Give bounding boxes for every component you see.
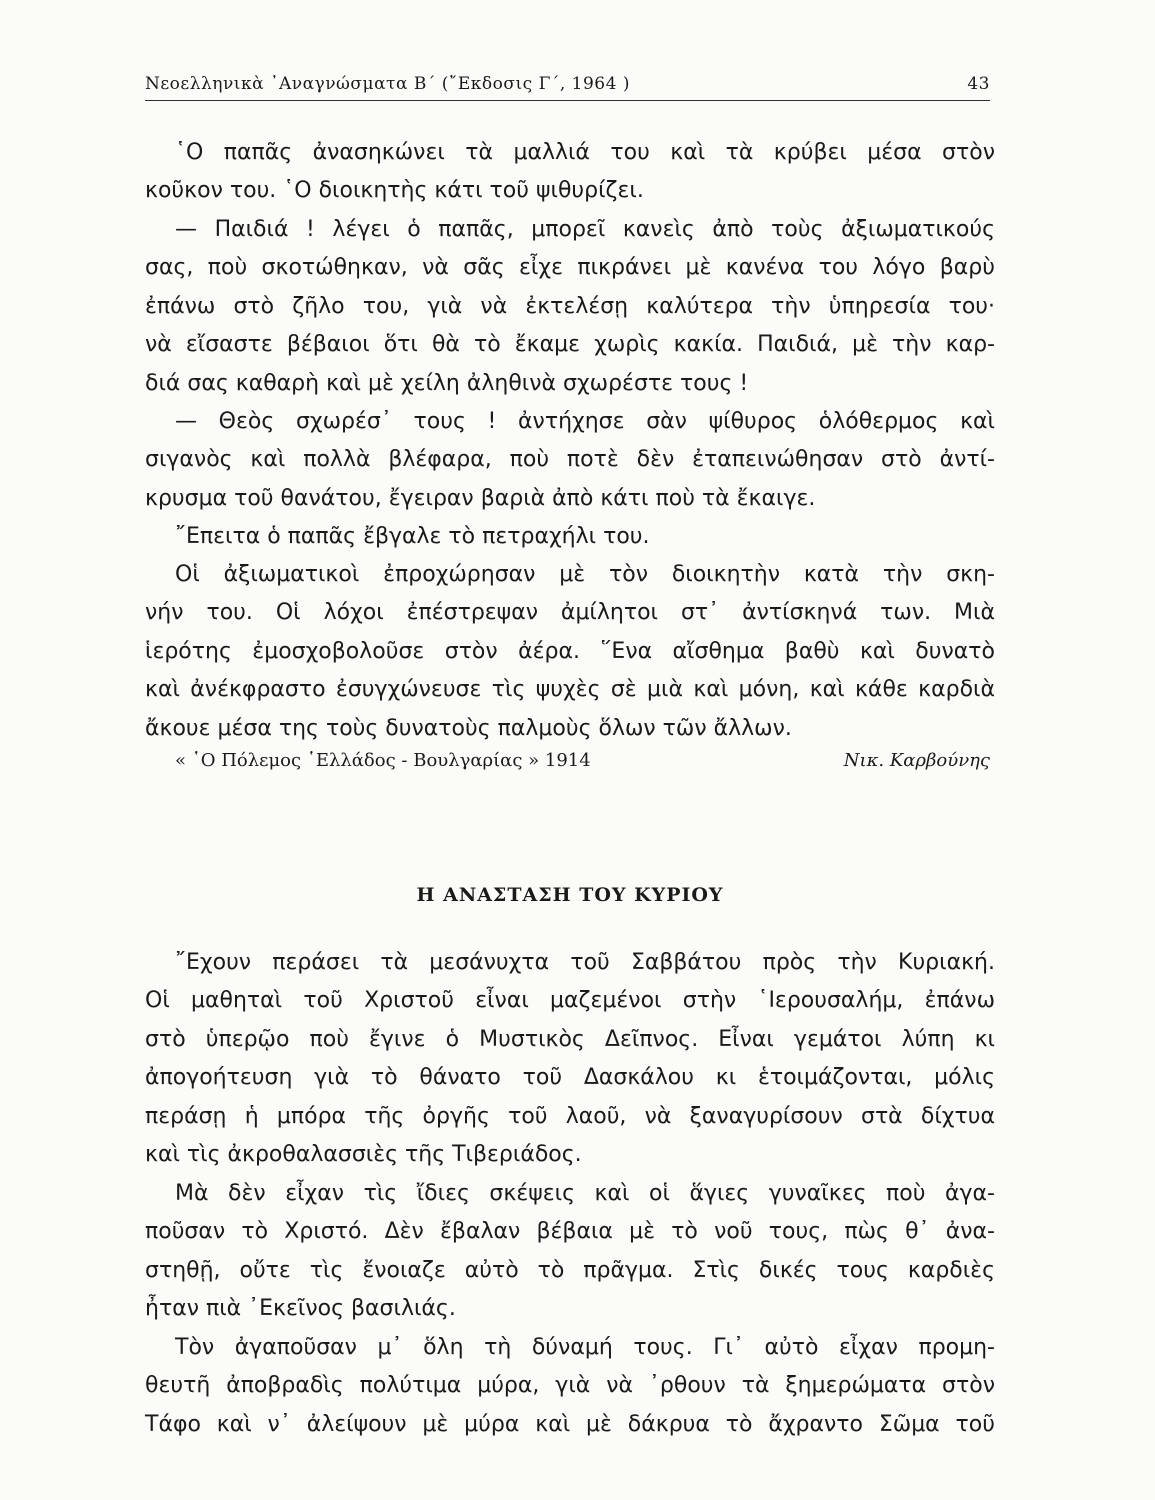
text-line: Τὸν ἀγαποῦσαν μ᾿ ὅλη τὴ δύναμή τους. Γι᾿ αὐτὸ εἶχαν προμη- [175, 1335, 995, 1360]
text-line: ἱερότης ἐμοσχοβολοῦσε στὸν ἀέρα. ῞Ενα αἴσθημα βαθὺ καὶ δυνατὸ [145, 638, 995, 664]
text-line: ῎Επειτα ὁ παπᾶς ἔβγαλε τὸ πετραχήλι του. [175, 524, 650, 549]
text-line: στὸ ὑπερῷο ποὺ ἔγινε ὁ Μυστικὸς Δεῖπνος. Εἶναι γεμάτοι λύπη κι [145, 1026, 995, 1052]
text-line: ῎Εχουν περάσει τὰ μεσάνυχτα τοῦ Σαββάτου πρὸς τὴν Κυριακή. [175, 950, 995, 975]
text-line: νὰ εἴσαστε βέβαιοι ὅτι θὰ τὸ ἔκαμε χωρὶς κακία. Παιδιά, μὲ τὴν καρ- [145, 332, 995, 358]
page-header [145, 66, 990, 101]
text-line: ἦταν πιὰ ᾿Εκεῖνος βασιλιάς. [145, 1296, 456, 1322]
passage2-paragraph-1 [145, 944, 995, 1174]
text-line: ποῦσαν τὸ Χριστό. Δὲν ἔβαλαν βέβαια μὲ τὸ νοῦ τους, πὼς θ᾿ ἀνα- [145, 1219, 995, 1245]
text-line: ἀπογοήτευση γιὰ τὸ θάνατο τοῦ Δασκάλου κι ἑτοιμάζονται, μόλις [145, 1065, 995, 1091]
page-number: 43 [967, 74, 990, 94]
text-line: Οἱ ἀξιωματικοὶ ἐπροχώρησαν μὲ τὸν διοικητὴν κατὰ τὴν σκη- [175, 562, 995, 587]
passage1-paragraph-1 [145, 134, 995, 211]
text-line: ῾Ο παπᾶς ἀνασηκώνει τὰ μαλλιά του καὶ τὰ κρύβει μέσα στὸν [175, 140, 995, 165]
text-line: Μὰ δὲν εἶχαν τὶς ἴδιες σκέψεις καὶ οἱ ἅγιες γυναῖκες ποὺ ἀγα- [175, 1181, 995, 1206]
passage1-paragraph-2 [145, 211, 995, 403]
source-author: Νικ. Καρβούνης [843, 750, 990, 771]
text-line: ἐπάνω στὸ ζῆλο του, γιὰ νὰ ἐκτελέσῃ καλύτερα τὴν ὑπηρεσία του· [145, 293, 995, 319]
text-line: ἄκουε μέσα της τοὺς δυνατοὺς παλμοὺς ὅλων τῶν ἄλλων. [145, 715, 792, 741]
passage1-paragraph-3 [145, 403, 995, 518]
text-line: περάσῃ ἡ μπόρα τῆς ὀργῆς τοῦ λαοῦ, νὰ ξαναγυρίσουν στὰ δίχτυα [145, 1103, 995, 1129]
passage2-paragraph-2 [145, 1175, 995, 1329]
text-line: κρυσμα τοῦ θανάτου, ἔγειραν βαριὰ ἀπὸ κάτι ποὺ τὰ ἔκαιγε. [145, 485, 816, 511]
source-citation [175, 748, 990, 778]
running-title: Νεοελληνικὰ ᾿Αναγνώσματα Β΄ (῎Εκδοσις Γ΄, 1964 ) [145, 74, 630, 94]
text-line: καὶ ἀνέκφραστο ἐσυγχώνευσε τὶς ψυχὲς σὲ μιὰ καὶ μόνη, καὶ κάθε καρδιὰ [145, 677, 995, 703]
text-line: θευτῆ ἀποβραδὶς πολύτιμα μύρα, γιὰ νὰ ᾿ρθουν τὰ ξημερώματα στὸν [145, 1373, 995, 1399]
text-line: σιγανὸς καὶ πολλὰ βλέφαρα, ποὺ ποτὲ δὲν ἐταπεινώθησαν στὸ ἀντί- [145, 447, 995, 473]
text-line: νήν του. Οἱ λόχοι ἐπέστρεψαν ἀμίλητοι στ᾿ ἀντίσκηνά των. Μιὰ [145, 600, 995, 626]
text-line: στηθῇ, οὔτε τὶς ἔνοιαζε αὐτὸ τὸ πρᾶγμα. Στὶς δικές τους καρδιὲς [145, 1257, 995, 1283]
text-line: Τάφο καὶ ν᾿ ἀλείψουν μὲ μύρα καὶ μὲ δάκρυα τὸ ἄχραντο Σῶμα τοῦ [145, 1411, 995, 1437]
text-line: — Παιδιά ! λέγει ὁ παπᾶς, μπορεῖ κανεὶς ἀπὸ τοὺς ἀξιωματικούς [175, 217, 995, 242]
source-title: « ῾Ο Πόλεμος ῾Ελλάδος - Βουλγαρίας » 1914 [175, 750, 591, 771]
passage1-paragraph-5 [145, 556, 995, 748]
text-line: κοῦκον του. ῾Ο διοικητὴς κάτι τοῦ ψιθυρίζει. [145, 178, 644, 204]
section-title: Η ΑΝΑΣΤΑΣΗ ΤΟΥ ΚΥΡΙΟΥ [416, 884, 724, 906]
text-line: διά σας καθαρὴ καὶ μὲ χείλη ἀληθινὰ σχωρέστε τους ! [145, 370, 749, 396]
passage1-paragraph-4 [145, 518, 995, 556]
text-line: Οἱ μαθηταὶ τοῦ Χριστοῦ εἶναι μαζεμένοι στὴν ῾Ιερουσαλήμ, ἐπάνω [145, 988, 995, 1014]
passage2-paragraph-3 [145, 1329, 995, 1444]
text-line: καὶ τὶς ἀκροθαλασσιὲς τῆς Τιβεριάδος. [145, 1141, 582, 1167]
text-line: σας, ποὺ σκοτώθηκαν, νὰ σᾶς εἶχε πικράνει μὲ κανένα του λόγο βαρὺ [145, 255, 995, 281]
text-line: — Θεὸς σχωρέσ᾿ τους ! ἀντήχησε σὰν ψίθυρος ὁλόθερμος καὶ [175, 409, 995, 434]
